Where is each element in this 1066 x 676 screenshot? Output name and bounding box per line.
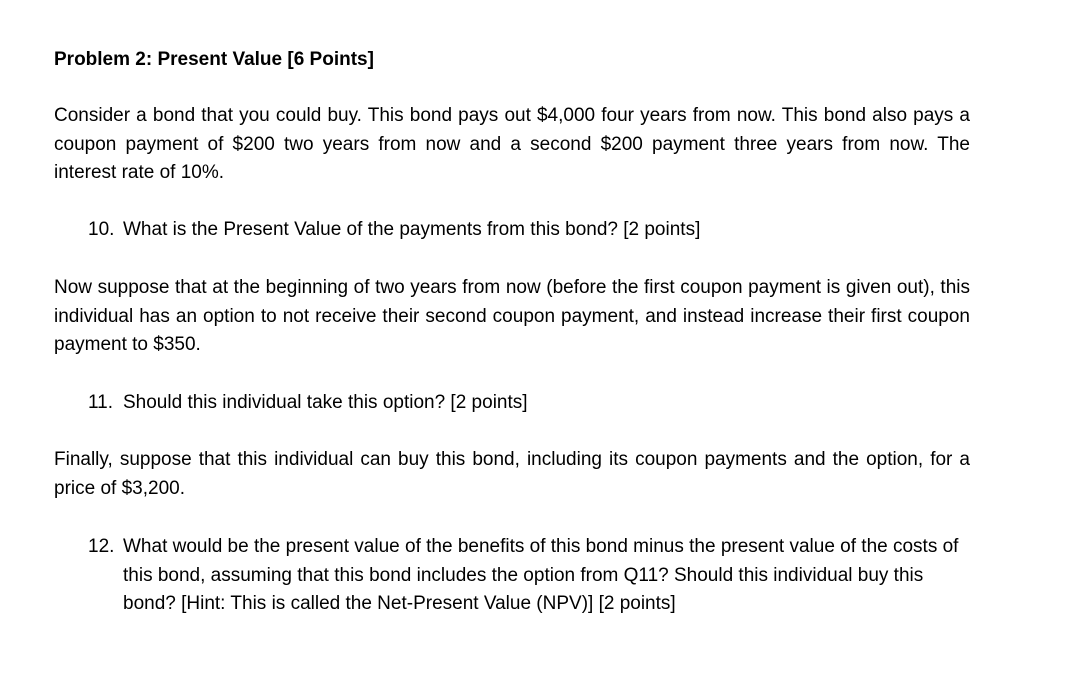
problem-title: Problem 2: Present Value [6 Points] bbox=[54, 49, 374, 70]
question-number: 12. bbox=[88, 536, 115, 557]
option-description-paragraph: Now suppose that at the beginning of two years from now (before the first coupon payment is given out), this individual has an option to not receive their second coupon payment, and instead increase their first coupon payment to $350. bbox=[54, 277, 970, 355]
price-description-paragraph: Finally, suppose that this individual can buy this bond, including its coupon payments and the option, for a price of $3,200. bbox=[54, 449, 970, 499]
question-12 bbox=[88, 533, 970, 619]
question-10 bbox=[88, 216, 970, 245]
question-text: Should this individual take this option? [2 points] bbox=[123, 392, 528, 413]
document-page bbox=[54, 0, 970, 676]
question-number: 11. bbox=[88, 392, 114, 413]
question-text: What would be the present value of the benefits of this bond minus the present value of the costs of this bond, assuming that this bond includes the option from Q11? Should this individual buy this bond? [Hint: This is called the Net-Present Value (NPV)] [2 points] bbox=[123, 536, 959, 614]
question-number: 10. bbox=[88, 219, 115, 240]
bond-description-paragraph: Consider a bond that you could buy. This bond pays out $4,000 four years from now. This bond also pays a coupon payment of $200 two years from now and a second $200 payment three years from now. The interest rate of 10%. bbox=[54, 105, 970, 183]
question-text: What is the Present Value of the payments from this bond? [2 points] bbox=[123, 219, 701, 240]
question-11 bbox=[88, 389, 970, 418]
